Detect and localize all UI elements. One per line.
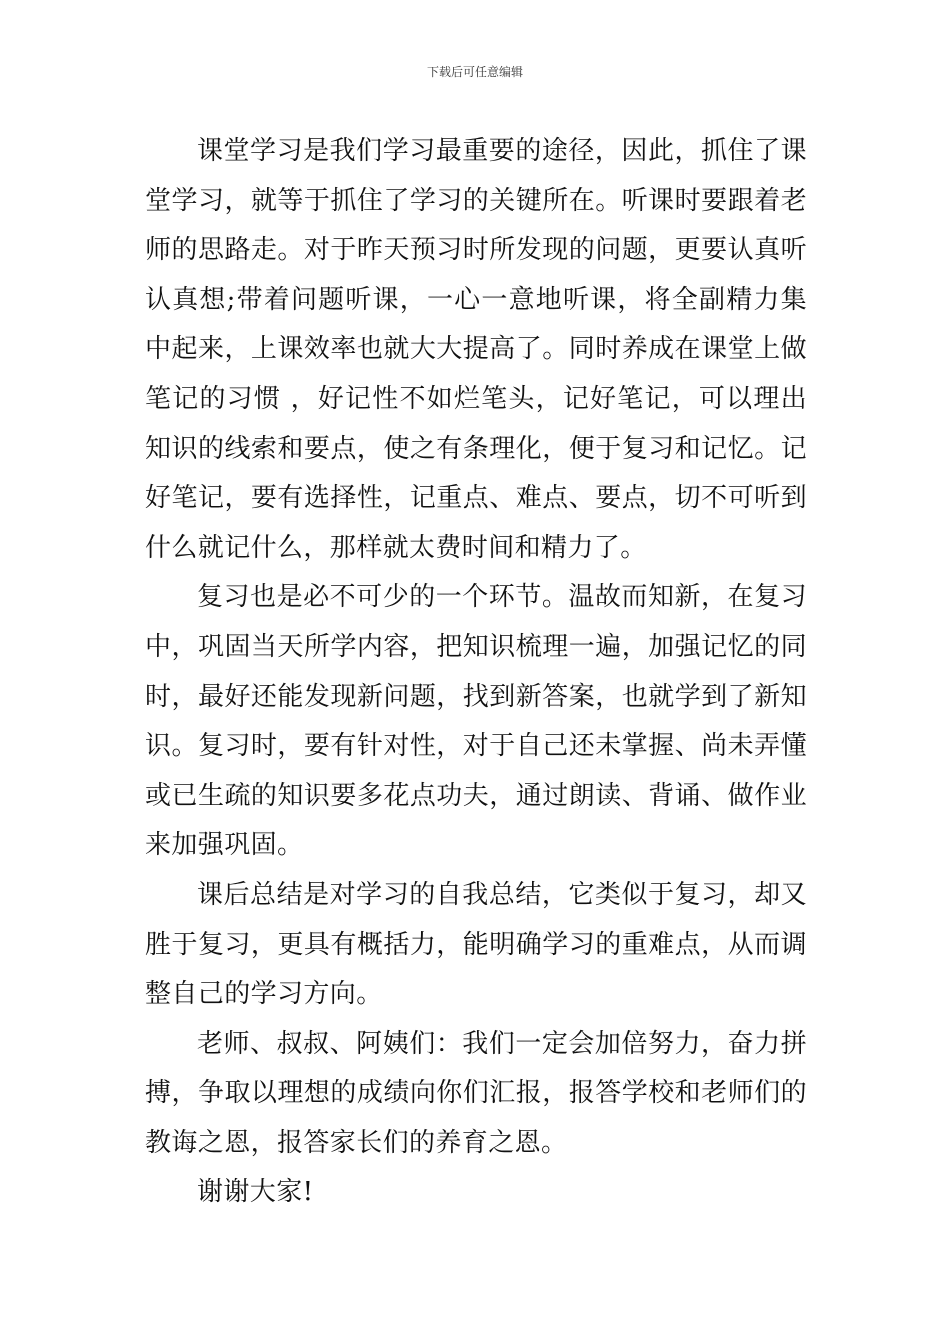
paragraph-classroom-learning: 课堂学习是我们学习最重要的途径，因此，抓住了课堂学习，就等于抓住了学习的关键所在。听课时要跟着老师的思路走。对于昨天预习时所发现的问题，更要认真听认真想;带着问题听课，一心一意地听课，将全副精力集中起来，上课效率也就大大提高了。同时养成在课堂上做笔记的习惯 ，好记性不如烂笔头，记好笔记，可以理出知识的线索和要点，使之有条理化，便于复习和记忆。记好笔记，要有选择性，记重点、难点、要点，切不可听到什么就记什么，那样就太费时间和精力了。 [145, 136, 807, 563]
paragraph-thanks: 谢谢大家! [197, 1177, 314, 1208]
paragraph-summary: 课后总结是对学习的自我总结，它类似于复习，却又胜于复习，更具有概括力，能明确学习的重难点，从而调整自己的学习方向。 [145, 879, 807, 1010]
paragraph-pledge: 老师、叔叔、阿姨们：我们一定会加倍努力，奋力拼搏，争取以理想的成绩向你们汇报，报答学校和老师们的教诲之恩，报答家长们的养育之恩。 [145, 1028, 807, 1158]
page-header-note: 下载后可任意编辑 [426, 65, 523, 79]
document-body [145, 127, 807, 1218]
paragraph-review: 复习也是必不可少的一个环节。温故而知新，在复习中，巩固当天所学内容，把知识梳理一遍，加强记忆的同时，最好还能发现新问题，找到新答案，也就学到了新知识。复习时，要有针对性，对于自己还未掌握、尚未弄懂或已生疏的知识要多花点功夫，通过朗读、背诵、做作业来加强巩固。 [145, 582, 807, 861]
